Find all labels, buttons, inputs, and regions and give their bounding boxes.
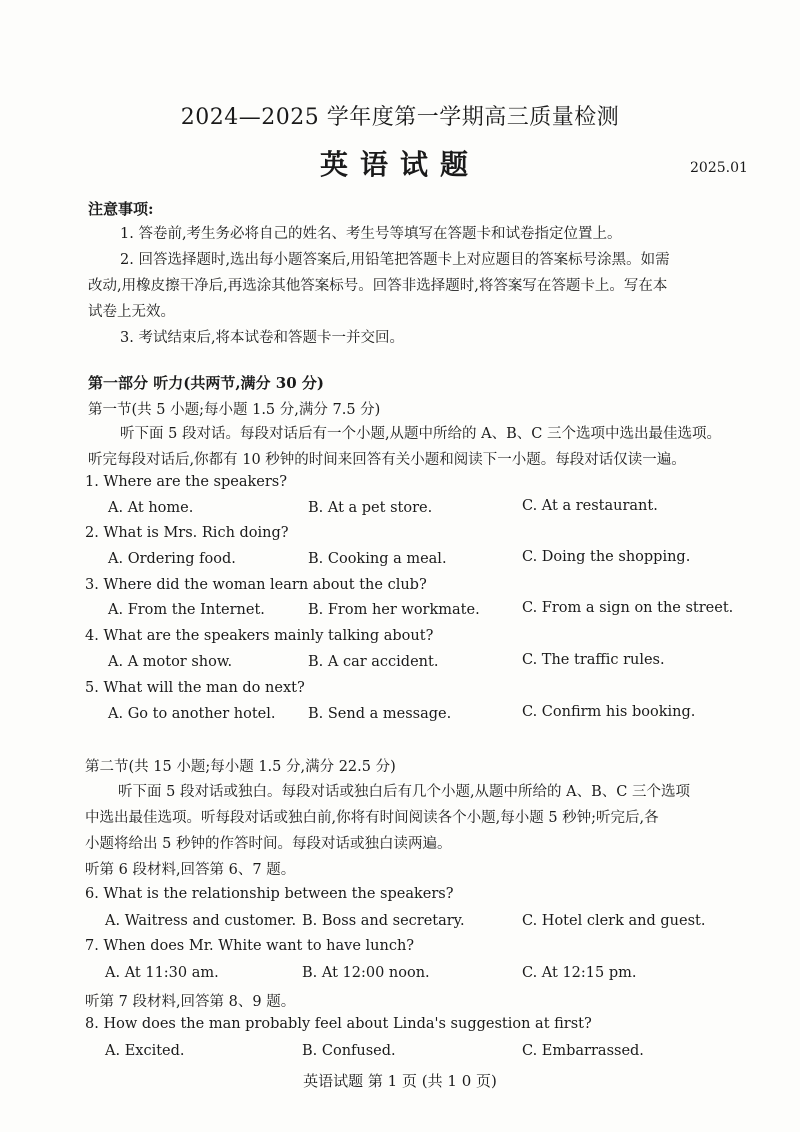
option-a: A. Waitress and customer. [105, 913, 297, 929]
material-7-label: 听第 7 段材料,回答第 8、9 题。 [85, 994, 296, 1010]
question-6: 6. What is the relationship between the speakers? [85, 886, 454, 902]
notice-heading: 注意事项: [88, 200, 154, 218]
question-8: 8. How does the man probably feel about Linda's suggestion at first? [85, 1016, 592, 1032]
question-1: 1. Where are the speakers? [85, 474, 287, 490]
option-b: B. A car accident. [308, 654, 439, 670]
exam-date: 2025.01 [690, 160, 748, 176]
option-c: C. Confirm his booking. [522, 704, 696, 720]
notice-item: 改动,用橡皮擦干净后,再选涂其他答案标号。回答非选择题时,将答案写在答题卡上。写在本 [88, 278, 668, 294]
material-6-label: 听第 6 段材料,回答第 6、7 题。 [85, 862, 296, 878]
option-b: B. At a pet store. [308, 500, 433, 516]
page-footer: 英语试题 第 1 页 (共 1 0 页) [303, 1072, 497, 1090]
option-c: C. At 12:15 pm. [522, 965, 637, 981]
option-c: C. The traffic rules. [522, 652, 665, 668]
option-a: A. Go to another hotel. [108, 706, 276, 722]
notice-item: 1. 答卷前,考生务必将自己的姓名、考生号等填写在答题卡和试卷指定位置上。 [120, 226, 622, 242]
section2-instruction: 中选出最佳选项。听每段对话或独白前,你将有时间阅读各个小题,每小题 5 秒钟;听完后,各 [85, 810, 659, 826]
option-c: C. Hotel clerk and guest. [522, 913, 706, 929]
notice-item: 试卷上无效。 [88, 304, 175, 320]
option-a: A. A motor show. [108, 654, 233, 670]
subject-title: 英语试题 [319, 148, 480, 181]
option-b: B. Confused. [302, 1043, 396, 1059]
option-b: B. At 12:00 noon. [302, 965, 430, 981]
section1-heading: 第一节(共 5 小题;每小题 1.5 分,满分 7.5 分) [88, 402, 381, 418]
question-2: 2. What is Mrs. Rich doing? [85, 525, 289, 541]
option-b: B. Boss and secretary. [302, 913, 465, 929]
notice-item: 3. 考试结束后,将本试卷和答题卡一并交回。 [120, 330, 405, 346]
question-7: 7. When does Mr. White want to have lunch? [85, 938, 415, 954]
option-c: C. From a sign on the street. [522, 600, 734, 616]
section1-instruction: 听完每段对话后,你都有 10 秒钟的时间来回答有关小题和阅读下一小题。每段对话仅读一遍。 [88, 452, 686, 468]
option-a: A. From the Internet. [108, 602, 265, 618]
section2-heading: 第二节(共 15 小题;每小题 1.5 分,满分 22.5 分) [85, 759, 396, 775]
question-3: 3. Where did the woman learn about the club? [85, 577, 427, 593]
part1-heading: 第一部分 听力(共两节,满分 30 分) [88, 374, 324, 392]
option-c: C. At a restaurant. [522, 498, 658, 514]
section2-instruction: 小题将给出 5 秒钟的作答时间。每段对话或独白读两遍。 [85, 836, 452, 852]
notice-item: 2. 回答选择题时,选出每小题答案后,用铅笔把答题卡上对应题目的答案标号涂黑。如需 [120, 252, 670, 268]
option-c: C. Doing the shopping. [522, 549, 691, 565]
exam-title: 2024—2025 学年度第一学期高三质量检测 [180, 105, 620, 130]
option-b: B. From her workmate. [308, 602, 480, 618]
question-5: 5. What will the man do next? [85, 680, 305, 696]
option-a: A. Excited. [105, 1043, 185, 1059]
option-a: A. Ordering food. [108, 551, 236, 567]
section2-instruction: 听下面 5 段对话或独白。每段对话或独白后有几个小题,从题中所给的 A、B、C 三个选项 [118, 784, 690, 800]
option-c: C. Embarrassed. [522, 1043, 644, 1059]
option-a: A. At home. [108, 500, 194, 516]
option-b: B. Send a message. [308, 706, 452, 722]
section1-instruction: 听下面 5 段对话。每段对话后有一个小题,从题中所给的 A、B、C 三个选项中选出最佳选项。 [120, 426, 721, 442]
option-b: B. Cooking a meal. [308, 551, 447, 567]
question-4: 4. What are the speakers mainly talking about? [85, 628, 434, 644]
option-a: A. At 11:30 am. [105, 965, 219, 981]
